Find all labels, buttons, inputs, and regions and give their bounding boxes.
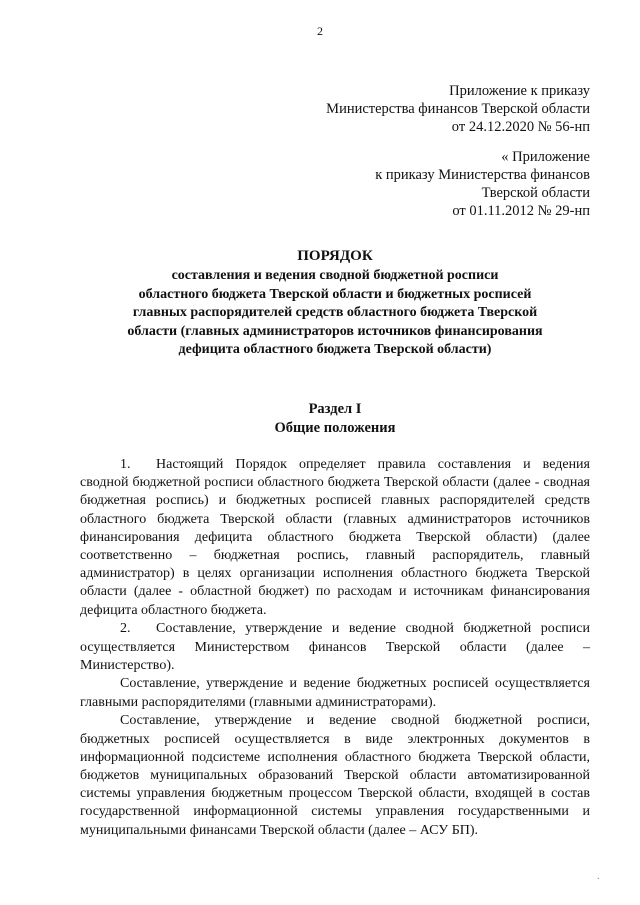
- paragraph-number: 2.: [120, 621, 131, 637]
- attachment-previous-line: к приказу Министерства финансов: [375, 167, 590, 183]
- paragraph-text: Составление, утверждение и ведение сводной бюджетной росписи, бюджетных росписей осуществляется в виде электронных документов в информационной подсистеме исполнения областного бюджета Тверской области, бюджетов муниципальных образований Тверской области автоматизированной системы управления бюджетным процессом Тверской области, входящей в состав государственной информационной системы управления государственными и муниципальными финансами Тверской области (далее – АСУ БП).: [80, 713, 590, 838]
- attachment-current-line: Министерства финансов Тверской области: [326, 101, 590, 117]
- attachment-previous-line: от 01.11.2012 № 29-нп: [452, 203, 590, 219]
- body-text: [80, 456, 590, 840]
- title-line: главных распорядителей средств областного бюджета Тверской: [132, 305, 538, 320]
- paragraph-text: Настоящий Порядок определяет правила составления и ведения сводной бюджетной росписи областного бюджета Тверской области (далее - сводная бюджетная роспись) и бюджетных росписей главных распорядителей средств областного бюджета Тверской области (главных администраторов источников финансирования дефицита областного бюджета Тверской области) (далее соответственно – бюджетная роспись, главный распорядитель, главный администратор) в целях организации исполнения областного бюджета Тверской области (далее - областной бюджет) по расходам и источникам финансирования дефицита областного бюджета.: [80, 457, 590, 618]
- paragraph: [80, 620, 590, 675]
- paragraph-text: Составление, утверждение и ведение сводной бюджетной росписи осуществляется Министерством финансов Тверской области (далее – Министерство).: [80, 621, 590, 673]
- title-line: составления и ведения сводной бюджетной росписи: [171, 268, 499, 283]
- paragraph-number: 1.: [120, 457, 131, 472]
- paragraph: [80, 675, 590, 711]
- section-name: Общие положения: [274, 420, 396, 436]
- attachment-current-line: Приложение к приказу: [449, 83, 590, 99]
- attachment-current-line: от 24.12.2020 № 56-нп: [451, 119, 590, 135]
- title-main: ПОРЯДОК: [297, 248, 373, 264]
- paragraph: [80, 456, 590, 620]
- attachment-current: [326, 82, 590, 136]
- title-line: областного бюджета Тверской области и бюджетных росписей: [138, 286, 532, 302]
- attachment-previous: [375, 148, 590, 220]
- title-line: области (главных администраторов источников финансирования: [127, 323, 543, 339]
- attachment-previous-line: Тверской области: [481, 185, 590, 201]
- title-line: дефицита областного бюджета Тверской области): [178, 342, 492, 357]
- scan-mark: ·: [596, 874, 600, 885]
- section-heading: [80, 400, 590, 438]
- document-title: [80, 246, 590, 360]
- section-number: Раздел I: [308, 401, 362, 417]
- attachment-previous-line: « Приложение: [501, 149, 590, 165]
- page-number: 2: [317, 24, 323, 38]
- paragraph-text: Составление, утверждение и ведение бюджетных росписей осуществляется главными распорядителями (главными администраторами).: [80, 676, 590, 710]
- paragraph: [80, 712, 590, 839]
